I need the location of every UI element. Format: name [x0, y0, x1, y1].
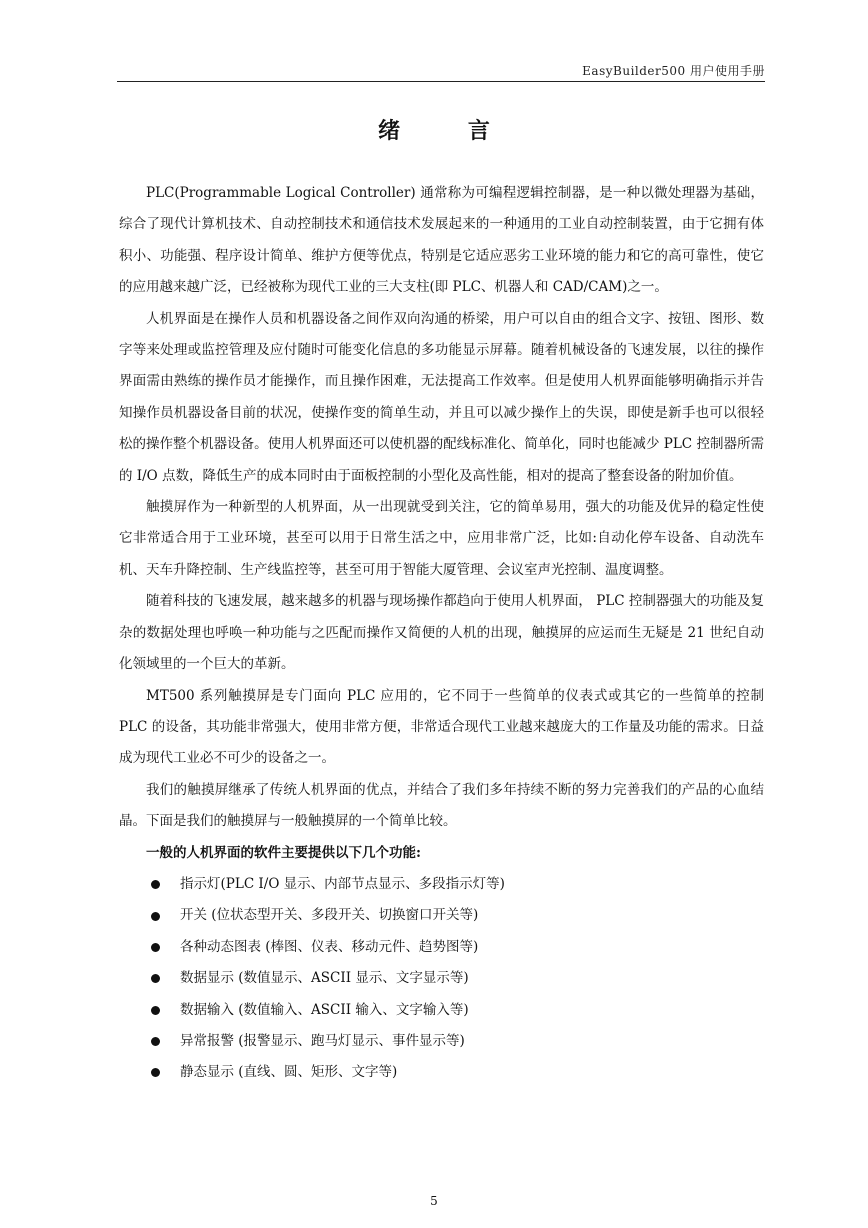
bullet-icon [151, 880, 160, 889]
paragraph-mt500: MT500 系列触摸屏是专门面向 PLC 应用的，它不同于一些简单的仪表式或其它的一些简单的控制 PLC 的设备，其功能非常强大，使用非常方便，非常适合现代工业越来越庞大的工作量及功能的需求。日益成为现代工业必不可少的设备之一。 [119, 687, 764, 767]
list-item-text: 各种动态图表 (棒图、仪表、移动元件、趋势图等) [180, 938, 479, 955]
paragraph-tech-development: 随着科技的飞速发展，越来越多的机器与现场操作都趋向于使用人机界面， PLC 控制器强大的功能及复杂的数据处理也呼唤一种功能与之匹配而操作又简便的人机的出现，触摸屏的应运而生无疑是 21 世纪自动化领域里的一个巨大的革新。 [119, 593, 764, 673]
bullet-icon [151, 912, 160, 921]
body-text [119, 178, 764, 1089]
paragraph-touchscreen: 触摸屏作为一种新型的人机界面，从一出现就受到关注，它的简单易用，强大的功能及优异的稳定性使它非常适合用于工业环境，甚至可以用于日常生活之中，应用非常广泛，比如:自动化停车设备、自动洗车机、天车升降控制、生产线监控等，甚至可用于智能大厦管理、会议室声光控制、温度调整。 [119, 499, 764, 578]
bullet-icon [151, 974, 160, 983]
page-title: 绪 言 [378, 118, 520, 144]
list-item-text: 数据显示 (数值显示、ASCII 显示、文字显示等) [180, 970, 469, 987]
features-list [119, 869, 764, 1089]
list-item-text: 数据输入 (数值输入、ASCII 输入、文字输入等) [180, 1001, 469, 1018]
list-item [119, 932, 764, 963]
paragraph-plc-intro: PLC(Programmable Logical Controller) 通常称为可编程逻辑控制器，是一种以微处理器为基础，综合了现代计算机技术、自动控制技术和通信技术发展起来的一种通用的工业自动控制装置，由于它拥有体积小、功能强、程序设计简单、维护方便等优点，特别是它适应恶劣工业环境的能力和它的高可靠性，使它的应用越来越广泛，已经被称为现代工业的三大支柱(即 PLC、机器人和 CAD/CAM)之一。 [119, 185, 764, 296]
header-text: EasyBuilder500 用户使用手册 [582, 64, 765, 78]
list-item [119, 1057, 764, 1088]
bullet-icon [151, 943, 160, 952]
list-item [119, 963, 764, 994]
bullet-icon [151, 1006, 160, 1015]
header-rule [117, 81, 765, 82]
features-subheading: 一般的人机界面的软件主要提供以下几个功能: [146, 844, 421, 861]
bullet-icon [151, 1037, 160, 1046]
list-item [119, 900, 764, 931]
bullet-icon [151, 1068, 160, 1077]
list-item-text: 异常报警 (报警显示、跑马灯显示、事件显示等) [180, 1032, 465, 1049]
list-item-text: 静态显示 (直线、圆、矩形、文字等) [180, 1064, 398, 1081]
list-item [119, 869, 764, 900]
page-number: 5 [430, 1194, 438, 1208]
list-item-text: 指示灯(PLC I/O 显示、内部节点显示、多段指示灯等) [180, 875, 505, 892]
list-item [119, 1026, 764, 1057]
paragraph-hmi-intro: 人机界面是在操作人员和机器设备之间作双向沟通的桥梁，用户可以自由的组合文字、按钮、图形、数字等来处理或监控管理及应付随时可能变化信息的多功能显示屏幕。随着机械设备的飞速发展，以往的操作界面需由熟练的操作员才能操作，而且操作困难，无法提高工作效率。但是使用人机界面能够明确指示并告知操作员机器设备目前的状况，使操作变的简单生动，并且可以减少操作上的失误，即使是新手也可以很轻松的操作整个机器设备。使用人机界面还可以使机器的配线标准化、简单化，同时也能减少 PLC 控制器所需的 I/O 点数，降低生产的成本同时由于面板控制的小型化及高性能，相对的提高了整套设备的附加价值。 [119, 310, 764, 484]
list-item [119, 995, 764, 1026]
paragraph-comparison: 我们的触摸屏继承了传统人机界面的优点，并结合了我们多年持续不断的努力完善我们的产品的心血结晶。下面是我们的触摸屏与一般触摸屏的一个简单比较。 [119, 781, 764, 830]
list-item-text: 开关 (位状态型开关、多段开关、切换窗口开关等) [180, 907, 479, 924]
